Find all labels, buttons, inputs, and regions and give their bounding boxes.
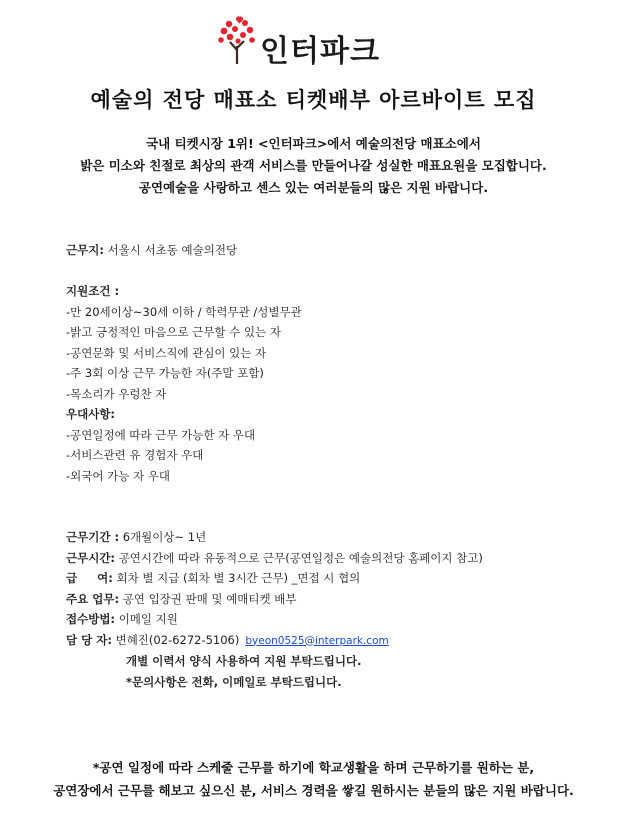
requirement-item: -밝고 긍정적인 마음으로 근무할 수 있는 자 — [66, 325, 281, 339]
workplace-label: 근무지: — [66, 243, 104, 257]
period-label: 근무기간 : — [66, 530, 120, 544]
preference-item: -공연일정에 따라 근무 가능한 자 우대 — [66, 427, 256, 442]
workplace-row — [66, 240, 483, 261]
job-details — [66, 240, 483, 692]
contact-value: 변혜진(02-6272-5106) — [111, 632, 240, 647]
requirement-item: -공연문화 및 서비스직에 관심이 있는 자 — [66, 345, 267, 360]
intro-line: 공연예술을 사랑하고 센스 있는 여러분들의 많은 지원 바랍니다. — [138, 180, 489, 195]
period-row — [66, 527, 483, 548]
duties-row — [66, 589, 483, 610]
pay-label: 급 여: — [66, 571, 113, 585]
apply-value: 이메일 지원 — [115, 612, 178, 626]
hours-label: 근무시간: — [66, 550, 116, 565]
contact-row — [66, 630, 483, 652]
pay-row — [66, 568, 483, 589]
intro-line: 밝은 미소와 친절로 최상의 관객 서비스를 만들어나갈 성실한 매표요원을 모집합니다. — [80, 158, 547, 173]
preference-item: -외국어 가능 자 우대 — [66, 468, 170, 483]
interpark-logo — [216, 14, 396, 69]
logo-text: 인터파크 — [260, 34, 380, 69]
hours-row — [66, 548, 483, 569]
requirement-item: -목소리가 우렁찬 자 — [66, 386, 167, 401]
note-line: *문의사항은 전화, 이메일로 부탁드립니다. — [126, 674, 342, 689]
note-line: 개별 이력서 양식 사용하여 지원 부탁드립니다. — [126, 654, 362, 668]
requirement-item: -만 20세이상~30세 이하 / 학력무관 /성별무관 — [66, 304, 302, 319]
pay-value: 회차 별 지급 (회차 별 3시간 근무) _면접 시 협의 — [112, 571, 361, 585]
requirements-label: 지원조건 : — [66, 284, 120, 298]
apply-label: 접수방법: — [66, 612, 116, 626]
intro-line: 국내 티켓시장 1위! <인터파크>에서 예술의전당 매표소에서 — [146, 136, 481, 151]
contact-label: 담 당 자: — [66, 632, 112, 647]
apply-row — [66, 609, 483, 630]
period-value: 6개월이상~ 1년 — [119, 530, 207, 544]
preferences-label: 우대사항: — [66, 407, 116, 421]
contact-email-link[interactable]: byeon0525@interpark.com — [245, 634, 389, 647]
page-title: 예술의 전당 매표소 티켓배부 아르바이트 모집 — [90, 88, 537, 112]
intro-paragraph — [0, 133, 627, 199]
footer-line: 공연장에서 근무를 해보고 싶으신 분, 서비스 경력을 쌓길 원하시는 분들의 많은 지원 바랍니다. — [53, 783, 574, 798]
duties-label: 주요 업무: — [66, 591, 120, 606]
requirement-item: -주 3회 이상 근무 가능한 자(주말 포함) — [66, 366, 264, 380]
duties-value: 공연 입장권 판매 및 예매티켓 배부 — [119, 591, 297, 606]
preference-item: -서비스관련 유 경험자 우대 — [66, 448, 204, 462]
footer-line: *공연 일정에 따라 스케줄 근무를 하기에 학교생활을 하며 근무하기를 원하는 분, — [92, 760, 535, 775]
hours-value: 공연시간에 따라 유동적으로 근무(공연일정은 예술의전당 홈페이지 참고) — [115, 550, 483, 565]
workplace-value: 서울시 서초동 예술의전당 — [103, 243, 238, 257]
heart-tree-icon — [216, 14, 260, 66]
footer-note — [0, 756, 627, 802]
